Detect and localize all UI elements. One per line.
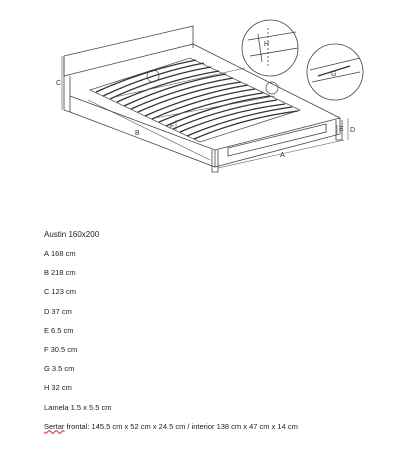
- spec-row-g: [44, 364, 400, 374]
- spec-row-drawer: [44, 422, 400, 432]
- drawer-outline: [228, 124, 326, 156]
- drawer-dimensions: frontal: 145.5 cm x 52 cm x 24.5 cm / interior 138 cm x 47 cm x 14 cm: [64, 421, 298, 431]
- dimension-label-d: D: [350, 127, 356, 134]
- drawer-word: Sertar: [44, 421, 65, 431]
- detail-view-h: [242, 20, 298, 76]
- spec-value: 168 cm: [51, 249, 76, 258]
- side-rail-left: [70, 96, 215, 167]
- spec-value: 3.5 cm: [51, 364, 75, 374]
- spec-row-c: [44, 287, 400, 297]
- spec-value: 6.5 cm: [51, 325, 74, 335]
- spec-value: 37 cm: [51, 306, 72, 316]
- dimension-label-f: F: [170, 123, 175, 130]
- dimension-label-b: B: [135, 130, 140, 137]
- dimension-label-h: H: [264, 41, 270, 48]
- dimension-label-g: G: [331, 71, 337, 78]
- headboard: [64, 26, 193, 76]
- product-title: Austin 160x200: [44, 230, 100, 239]
- spec-value: 1.5 x 5.5 cm: [70, 402, 112, 412]
- spec-row-d: [44, 307, 400, 317]
- spec-row-b: [44, 268, 400, 278]
- dimension-label-e: E: [339, 126, 344, 133]
- spec-row-h: [44, 383, 400, 393]
- slats: [96, 60, 298, 139]
- spec-letter: F: [44, 344, 49, 354]
- dimension-label-a: A: [280, 152, 285, 159]
- spec-letter: Lamela: [44, 402, 69, 412]
- spec-row-a: [44, 249, 400, 259]
- spec-letter: B: [44, 268, 50, 278]
- spec-value: 32 cm: [51, 383, 72, 393]
- spec-list: [44, 230, 400, 441]
- spec-letter: C: [44, 287, 50, 297]
- spec-letter: E: [44, 325, 50, 335]
- spec-letter: H: [44, 383, 50, 393]
- spec-row-lamela: [44, 403, 400, 413]
- spec-letter: D: [44, 306, 50, 316]
- spec-value: 123 cm: [51, 287, 77, 297]
- dimension-label-c: C: [56, 80, 62, 87]
- spec-value: 30.5 cm: [50, 344, 78, 354]
- spec-value: 218 cm: [51, 268, 76, 278]
- spec-letter: A: [44, 249, 50, 258]
- spec-row-f: [44, 345, 400, 355]
- spec-letter: G: [44, 364, 50, 374]
- spec-row-e: [44, 326, 400, 336]
